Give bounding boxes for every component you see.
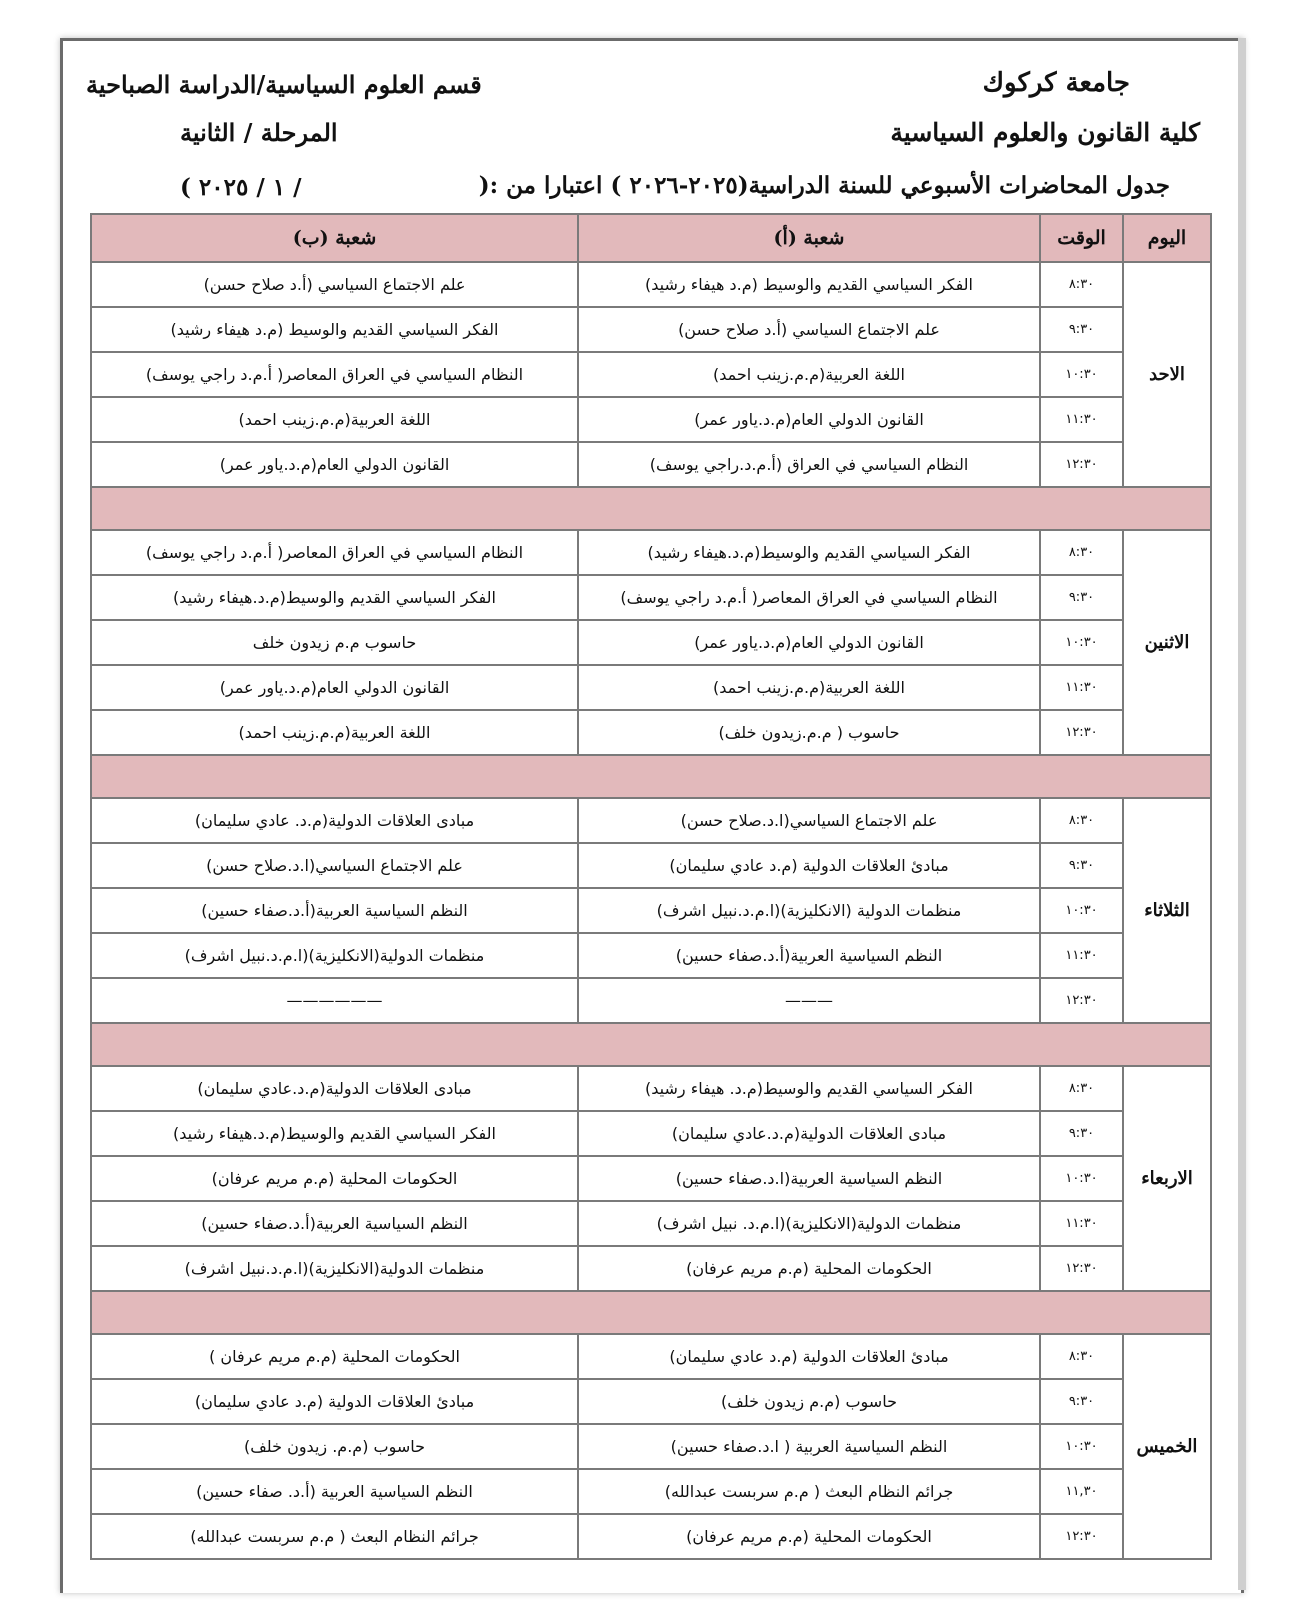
table-row — [91, 665, 1211, 710]
section-b-cell: النظام السياسي في العراق المعاصر( أ.م.د راجي يوسف) — [91, 530, 578, 575]
day-cell: الاربعاء — [1123, 1066, 1211, 1291]
section-a-cell: علم الاجتماع السياسي(ا.د.صلاح حسن) — [578, 798, 1040, 843]
table-row — [91, 1201, 1211, 1246]
table-row — [91, 397, 1211, 442]
time-cell: ٨:٣٠ — [1040, 1066, 1123, 1111]
time-cell: ١١:٣٠ — [1040, 665, 1123, 710]
table-row — [91, 530, 1211, 575]
time-cell: ١٢:٣٠ — [1040, 1246, 1123, 1291]
table-row — [91, 1066, 1211, 1111]
section-b-cell: الفكر السياسي القديم والوسيط(م.د.هيفاء رشيد) — [91, 575, 578, 620]
table-row — [91, 352, 1211, 397]
schedule-table — [90, 213, 1212, 1560]
time-cell: ١٠:٣٠ — [1040, 352, 1123, 397]
time-cell: ١٠:٣٠ — [1040, 1424, 1123, 1469]
section-b-cell: علم الاجتماع السياسي (أ.د صلاح حسن) — [91, 262, 578, 307]
day-cell: الخميس — [1123, 1334, 1211, 1559]
section-b-cell: النظم السياسية العربية (أ.د. صفاء حسين) — [91, 1469, 578, 1514]
section-b-cell: اللغة العربية(م.م.زينب احمد) — [91, 710, 578, 755]
schedule-start-date: / ١ / ٢٠٢٥ ) — [180, 174, 302, 201]
section-a-cell: النظم السياسية العربية ( ا.د.صفاء حسين) — [578, 1424, 1040, 1469]
table-row — [91, 1424, 1211, 1469]
section-a-cell: مبادئ العلاقات الدولية (م.د عادي سليمان) — [578, 843, 1040, 888]
section-b-cell: الفكر السياسي القديم والوسيط(م.د.هيفاء رشيد) — [91, 1111, 578, 1156]
section-b-cell: النظم السياسية العربية(أ.د.صفاء حسين) — [91, 888, 578, 933]
time-cell: ١١:٣٠ — [1040, 933, 1123, 978]
stage-label: المرحلة / الثانية — [180, 118, 338, 147]
section-b-cell: الفكر السياسي القديم والوسيط (م.د هيفاء رشيد) — [91, 307, 578, 352]
day-separator-row — [91, 1291, 1211, 1334]
day-separator-row — [91, 487, 1211, 530]
department-name: قسم العلوم السياسية/الدراسة الصباحية — [86, 70, 482, 99]
section-a-cell: الفكر السياسي القديم والوسيط(م.د. هيفاء رشيد) — [578, 1066, 1040, 1111]
section-b-cell: النظم السياسية العربية(أ.د.صفاء حسين) — [91, 1201, 578, 1246]
table-row — [91, 933, 1211, 978]
college-name: كلية القانون والعلوم السياسية — [890, 118, 1200, 147]
section-b-cell: علم الاجتماع السياسي(ا.د.صلاح حسن) — [91, 843, 578, 888]
time-cell: ٨:٣٠ — [1040, 262, 1123, 307]
section-a-cell: الحكومات المحلية (م.م مريم عرفان) — [578, 1514, 1040, 1559]
table-row — [91, 262, 1211, 307]
section-b-cell: منظمات الدولية(الانكليزية)(ا.م.د.نبيل اشرف) — [91, 933, 578, 978]
section-a-cell: منظمات الدولية (الانكليزية)(ا.م.د.نبيل اشرف) — [578, 888, 1040, 933]
table-row — [91, 442, 1211, 487]
section-a-cell: النظام السياسي في العراق المعاصر( أ.م.د راجي يوسف) — [578, 575, 1040, 620]
section-b-cell: الحكومات المحلية (م.م مريم عرفان) — [91, 1156, 578, 1201]
table-row — [91, 978, 1211, 1023]
schedule-body — [91, 262, 1211, 1559]
col-header-section-b: شعبة (ب) — [91, 214, 578, 262]
section-b-cell: النظام السياسي في العراق المعاصر( أ.م.د راجي يوسف) — [91, 352, 578, 397]
section-b-cell: —————— — [91, 978, 578, 1023]
day-cell: الاثنين — [1123, 530, 1211, 755]
time-cell: ١١,٣٠ — [1040, 1469, 1123, 1514]
day-separator-cell — [91, 1023, 1211, 1066]
time-cell: ٩:٣٠ — [1040, 1379, 1123, 1424]
table-row — [91, 710, 1211, 755]
time-cell: ١٠:٣٠ — [1040, 1156, 1123, 1201]
table-row — [91, 1111, 1211, 1156]
table-row — [91, 307, 1211, 352]
time-cell: ١٢:٣٠ — [1040, 1514, 1123, 1559]
time-cell: ٨:٣٠ — [1040, 530, 1123, 575]
section-a-cell: الفكر السياسي القديم والوسيط(م.د.هيفاء رشيد) — [578, 530, 1040, 575]
section-b-cell: مبادى العلاقات الدولية(م.د. عادي سليمان) — [91, 798, 578, 843]
time-cell: ١٠:٣٠ — [1040, 888, 1123, 933]
time-cell: ٩:٣٠ — [1040, 1111, 1123, 1156]
day-separator-cell — [91, 487, 1211, 530]
section-b-cell: حاسوب (م.م. زيدون خلف) — [91, 1424, 578, 1469]
table-row — [91, 575, 1211, 620]
day-cell: الاحد — [1123, 262, 1211, 487]
table-row — [91, 1334, 1211, 1379]
time-cell: ١٠:٣٠ — [1040, 620, 1123, 665]
section-a-cell: اللغة العربية(م.م.زينب احمد) — [578, 352, 1040, 397]
section-a-cell: منظمات الدولية(الانكليزية)(ا.م.د. نبيل اشرف) — [578, 1201, 1040, 1246]
day-cell: الثلاثاء — [1123, 798, 1211, 1023]
time-cell: ١٢:٣٠ — [1040, 710, 1123, 755]
section-a-cell: الحكومات المحلية (م.م مريم عرفان) — [578, 1246, 1040, 1291]
section-a-cell: حاسوب (م.م زيدون خلف) — [578, 1379, 1040, 1424]
section-a-cell: الفكر السياسي القديم والوسيط (م.د هيفاء رشيد) — [578, 262, 1040, 307]
section-b-cell: جرائم النظام البعث ( م.م سربست عبدالله) — [91, 1514, 578, 1559]
university-name: جامعة كركوك — [982, 68, 1130, 98]
time-cell: ٩:٣٠ — [1040, 575, 1123, 620]
section-b-cell: مبادى العلاقات الدولية(م.د.عادي سليمان) — [91, 1066, 578, 1111]
table-row — [91, 1514, 1211, 1559]
section-b-cell: مبادئ العلاقات الدولية (م.د عادي سليمان) — [91, 1379, 578, 1424]
section-b-cell: القانون الدولي العام(م.د.ياور عمر) — [91, 442, 578, 487]
section-a-cell: النظم السياسية العربية(ا.د.صفاء حسين) — [578, 1156, 1040, 1201]
time-cell: ٩:٣٠ — [1040, 307, 1123, 352]
table-row — [91, 1246, 1211, 1291]
section-a-cell: النظم السياسية العربية(أ.د.صفاء حسين) — [578, 933, 1040, 978]
section-a-cell: جرائم النظام البعث ( م.م سربست عبدالله) — [578, 1469, 1040, 1514]
table-row — [91, 1156, 1211, 1201]
time-cell: ٨:٣٠ — [1040, 1334, 1123, 1379]
time-cell: ١٢:٣٠ — [1040, 442, 1123, 487]
table-row — [91, 798, 1211, 843]
section-a-cell: القانون الدولي العام(م.د.ياور عمر) — [578, 397, 1040, 442]
day-separator-cell — [91, 1291, 1211, 1334]
section-b-cell: منظمات الدولية(الانكليزية)(ا.م.د.نبيل اشرف) — [91, 1246, 578, 1291]
section-b-cell: القانون الدولي العام(م.د.ياور عمر) — [91, 665, 578, 710]
section-a-cell: النظام السياسي في العراق (أ.م.د.راجي يوسف) — [578, 442, 1040, 487]
section-a-cell: حاسوب ( م.م.زيدون خلف) — [578, 710, 1040, 755]
table-row — [91, 620, 1211, 665]
time-cell: ١٢:٣٠ — [1040, 978, 1123, 1023]
frame-shadow — [1238, 38, 1246, 1590]
day-separator-row — [91, 755, 1211, 798]
section-b-cell: حاسوب م.م زيدون خلف — [91, 620, 578, 665]
col-header-time: الوقت — [1040, 214, 1123, 262]
col-header-day: اليوم — [1123, 214, 1211, 262]
table-row — [91, 888, 1211, 933]
section-b-cell: الحكومات المحلية (م.م مريم عرفان ) — [91, 1334, 578, 1379]
col-header-section-a: شعبة (أ) — [578, 214, 1040, 262]
time-cell: ١١:٣٠ — [1040, 397, 1123, 442]
day-separator-row — [91, 1023, 1211, 1066]
section-a-cell: علم الاجتماع السياسي (أ.د صلاح حسن) — [578, 307, 1040, 352]
table-header-row — [91, 214, 1211, 262]
table-row — [91, 1469, 1211, 1514]
time-cell: ٨:٣٠ — [1040, 798, 1123, 843]
section-b-cell: اللغة العربية(م.م.زينب احمد) — [91, 397, 578, 442]
time-cell: ١١:٣٠ — [1040, 1201, 1123, 1246]
day-separator-cell — [91, 755, 1211, 798]
schedule-title: جدول المحاضرات الأسبوعي للسنة الدراسية(٢٠٢٥-٢٠٢٦ ) اعتبارا من :( — [478, 172, 1170, 199]
section-a-cell: اللغة العربية(م.م.زينب احمد) — [578, 665, 1040, 710]
section-a-cell: القانون الدولي العام(م.د.ياور عمر) — [578, 620, 1040, 665]
section-a-cell: ——— — [578, 978, 1040, 1023]
table-row — [91, 1379, 1211, 1424]
section-a-cell: مبادى العلاقات الدولية(م.د.عادي سليمان) — [578, 1111, 1040, 1156]
table-row — [91, 843, 1211, 888]
section-a-cell: مبادئ العلاقات الدولية (م.د عادي سليمان) — [578, 1334, 1040, 1379]
time-cell: ٩:٣٠ — [1040, 843, 1123, 888]
